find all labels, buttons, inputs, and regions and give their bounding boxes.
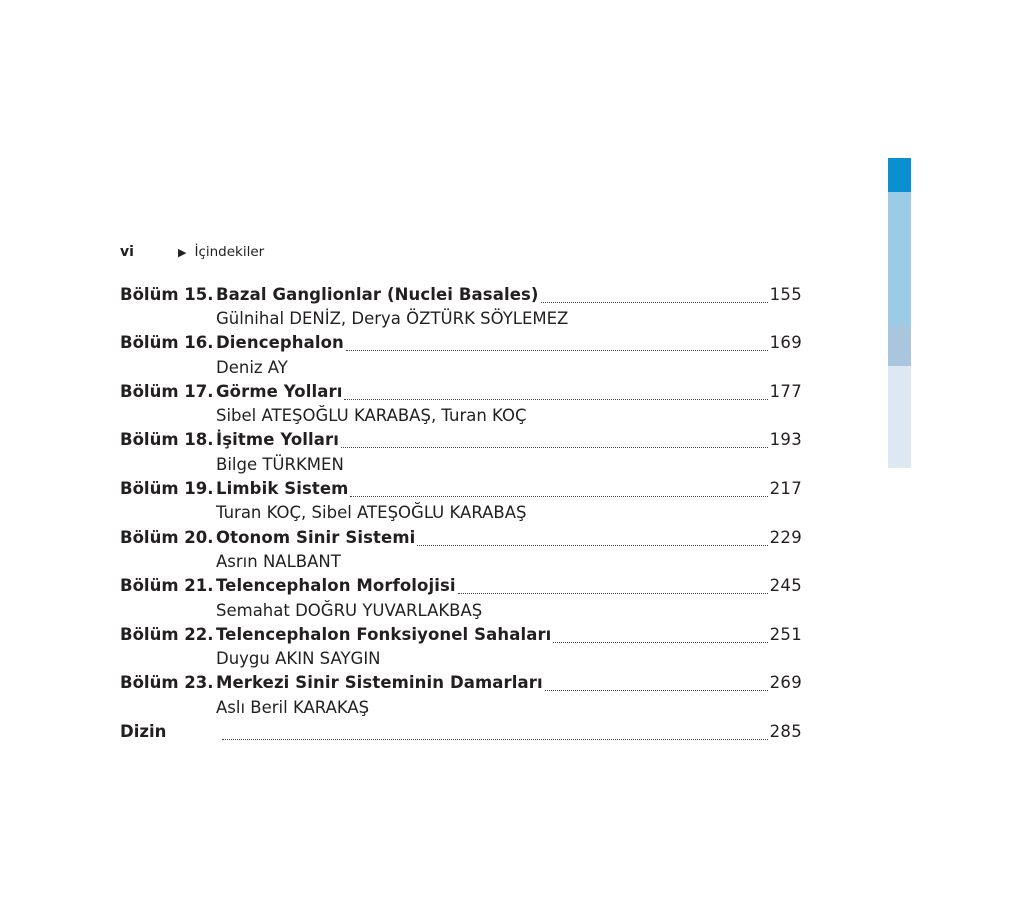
chapter-title: Görme Yolları bbox=[216, 381, 343, 401]
chapter-label: Bölüm 23. bbox=[120, 673, 214, 693]
chapter-page: 229 bbox=[769, 527, 802, 547]
chapter-authors: Asrın NALBANT bbox=[216, 551, 341, 571]
chapter-label: Bölüm 22. bbox=[120, 624, 214, 644]
dot-leader bbox=[417, 535, 767, 546]
chapter-title: Diencephalon bbox=[216, 333, 344, 353]
chapter-title: Merkezi Sinir Sisteminin Damarları bbox=[216, 673, 543, 693]
chapter-page: 217 bbox=[769, 479, 802, 499]
chapter-label: Bölüm 18. bbox=[120, 430, 214, 450]
side-tab-accent bbox=[888, 158, 911, 192]
side-tab-light bbox=[888, 192, 911, 326]
dot-leader bbox=[458, 583, 768, 594]
chapter-authors: Duygu AKIN SAYGIN bbox=[216, 649, 381, 669]
chapter-label: Bölüm 15. bbox=[120, 284, 214, 304]
chapter-label: Bölüm 21. bbox=[120, 576, 214, 596]
chapter-authors: Sibel ATEŞOĞLU KARABAŞ, Turan KOÇ bbox=[216, 406, 527, 426]
chapter-title: Telencephalon Fonksiyonel Sahaları bbox=[216, 624, 552, 644]
chapter-label: Bölüm 20. bbox=[120, 527, 214, 547]
toc-entry-18[interactable] bbox=[120, 428, 802, 452]
chapter-page: 177 bbox=[769, 381, 802, 401]
section-title: İçindekiler bbox=[194, 244, 265, 260]
page-number: vi bbox=[120, 244, 134, 260]
toc-entry-17[interactable] bbox=[120, 379, 802, 403]
chapter-label: Bölüm 16. bbox=[120, 333, 214, 353]
dot-leader bbox=[346, 340, 768, 351]
side-tab-pale bbox=[888, 366, 911, 468]
chapter-title: Telencephalon Morfolojisi bbox=[216, 576, 456, 596]
dot-leader bbox=[545, 680, 768, 691]
chapter-authors: Gülnihal DENİZ, Derya ÖZTÜRK SÖYLEMEZ bbox=[216, 308, 569, 328]
dot-leader bbox=[541, 292, 768, 303]
chapter-page: 169 bbox=[769, 333, 802, 353]
toc-entry-22[interactable] bbox=[120, 622, 802, 646]
chapter-authors: Turan KOÇ, Sibel ATEŞOĞLU KARABAŞ bbox=[216, 503, 527, 523]
toc-entry-19[interactable] bbox=[120, 476, 802, 500]
chapter-title: İşitme Yolları bbox=[216, 430, 340, 450]
chapter-authors: Bilge TÜRKMEN bbox=[216, 454, 344, 474]
index-page: 285 bbox=[769, 721, 802, 741]
chapter-label: Bölüm 17. bbox=[120, 381, 214, 401]
toc-entry-23[interactable] bbox=[120, 671, 802, 695]
chapter-label: Bölüm 19. bbox=[120, 479, 214, 499]
table-of-contents bbox=[120, 282, 802, 744]
dot-leader bbox=[344, 389, 767, 400]
chapter-page: 155 bbox=[769, 284, 802, 304]
toc-entry-index[interactable] bbox=[120, 719, 802, 743]
chapter-title: Limbik Sistem bbox=[216, 479, 349, 499]
dot-leader bbox=[222, 729, 768, 740]
toc-entry-15[interactable] bbox=[120, 282, 802, 306]
toc-entry-16[interactable] bbox=[120, 331, 802, 355]
side-tab-mid bbox=[888, 326, 911, 366]
dot-leader bbox=[350, 486, 767, 497]
triangle-right-icon: ▶ bbox=[178, 245, 187, 259]
chapter-page: 193 bbox=[769, 430, 802, 450]
chapter-authors: Semahat DOĞRU YUVARLAKBAŞ bbox=[216, 600, 483, 620]
chapter-title: Bazal Ganglionlar (Nuclei Basales) bbox=[216, 284, 539, 304]
chapter-page: 245 bbox=[769, 576, 802, 596]
toc-entry-21[interactable] bbox=[120, 574, 802, 598]
dot-leader bbox=[553, 632, 767, 643]
chapter-page: 251 bbox=[769, 624, 802, 644]
index-label: Dizin bbox=[120, 721, 167, 741]
running-head bbox=[120, 242, 264, 262]
toc-entry-20[interactable] bbox=[120, 525, 802, 549]
chapter-authors: Deniz AY bbox=[216, 357, 288, 377]
chapter-authors: Aslı Beril KARAKAŞ bbox=[216, 697, 370, 717]
chapter-page: 269 bbox=[769, 673, 802, 693]
dot-leader bbox=[341, 437, 768, 448]
chapter-title: Otonom Sinir Sistemi bbox=[216, 527, 416, 547]
